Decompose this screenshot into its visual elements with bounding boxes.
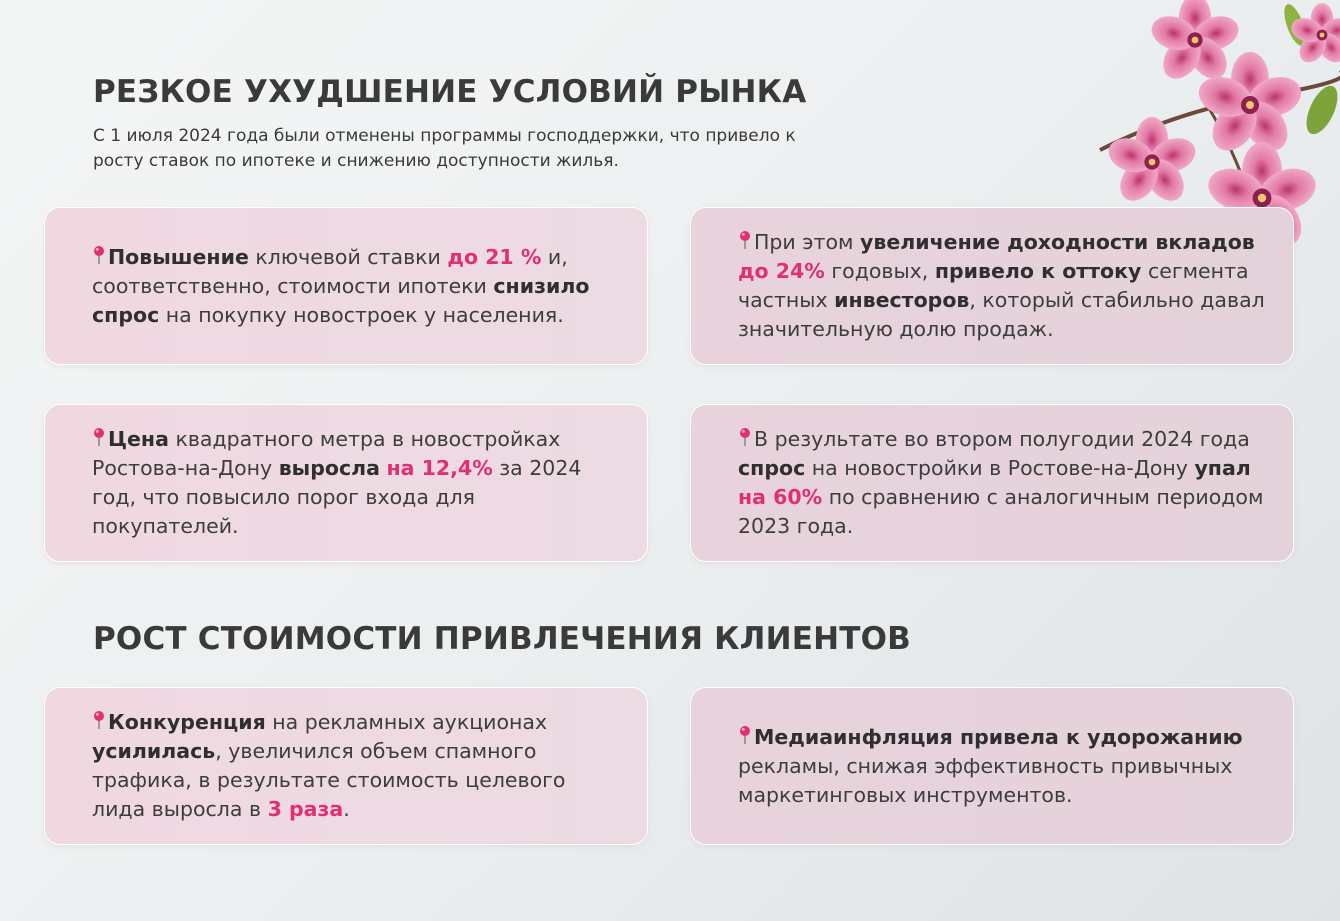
emphasis-text: выросла (278, 456, 380, 480)
emphasis-text: упал (1194, 456, 1251, 480)
card-text (92, 243, 622, 330)
highlight-value: 3 раза (267, 797, 344, 821)
body-text: на рекламных аукционах (265, 710, 548, 734)
info-card-demand-drop (690, 404, 1294, 562)
pushpin-icon (738, 427, 752, 447)
body-text: и, соответственно, стоимости ипотеки (92, 244, 568, 298)
body-text: В результате во втором полугодии 2024 года (754, 427, 1250, 451)
highlight-value: на 12,4% (386, 456, 493, 480)
body-text: за 2024 год, что повысило порог входа для покупателей. (92, 456, 582, 538)
body-text: сегмента частных (738, 259, 1249, 312)
info-card-key-rate (44, 207, 648, 365)
body-text: квадратного метра в новостройках Ростова-на-Дону (92, 427, 561, 480)
body-text: При этом (754, 230, 860, 254)
emphasis-text: Медиаинфляция привела к удорожанию (754, 724, 1243, 749)
emphasis-text: инвесторов (834, 288, 970, 312)
section-2-title: РОСТ СТОИМОСТИ ПРИВЛЕЧЕНИЯ КЛИЕНТОВ (93, 621, 912, 657)
highlight-value: на 60% (738, 485, 823, 509)
card-text (92, 708, 622, 824)
card-text (92, 425, 622, 541)
card-text (738, 723, 1268, 810)
highlight-value: до 21 % (447, 244, 542, 269)
pushpin-icon (92, 245, 106, 265)
highlight-value: до 24% (738, 259, 825, 283)
emphasis-text: увеличение доходности вкладов (859, 230, 1255, 254)
emphasis-text: Конкуренция (108, 710, 266, 734)
card-text (738, 425, 1268, 541)
pushpin-icon (738, 230, 752, 250)
pushpin-icon (738, 725, 752, 745)
body-text: ключевой ставки (248, 244, 448, 269)
body-text: годовых, (824, 259, 935, 283)
pushpin-icon (92, 710, 106, 730)
card-text (738, 228, 1268, 344)
emphasis-text: снизило спрос (92, 273, 590, 327)
emphasis-text: Повышение (108, 244, 249, 269)
info-card-deposits (690, 207, 1294, 365)
info-card-competition (44, 687, 648, 845)
info-card-media-inflation (690, 687, 1294, 845)
section-1-title: РЕЗКОЕ УХУДШЕНИЕ УСЛОВИЙ РЫНКА (93, 74, 807, 110)
info-card-price-growth (44, 404, 648, 562)
emphasis-text: усилилась (92, 739, 216, 763)
body-text: по сравнению с аналогичным периодом 2023 года. (738, 485, 1264, 538)
body-text: на новостройки в Ростове-на-Дону (805, 456, 1195, 480)
emphasis-text: Цена (108, 427, 169, 451)
body-text: на покупку новостроек у населения. (159, 302, 564, 327)
body-text: , увеличился объем спамного трафика, в результате стоимость целевого лида выросла в (92, 739, 566, 821)
body-text: . (343, 797, 350, 821)
emphasis-text: спрос (738, 456, 806, 480)
emphasis-text: привело к оттоку (934, 259, 1142, 283)
pushpin-icon (92, 427, 106, 447)
body-text: рекламы, снижая эффективность привычных маркетинговых инструментов. (738, 753, 1233, 807)
body-text: , который стабильно давал значительную долю продаж. (738, 288, 1265, 341)
section-1-intro: С 1 июля 2024 года были отменены программы господдержки, что привело к росту ставок по ипотеке и снижению доступности жилья. (93, 126, 796, 171)
